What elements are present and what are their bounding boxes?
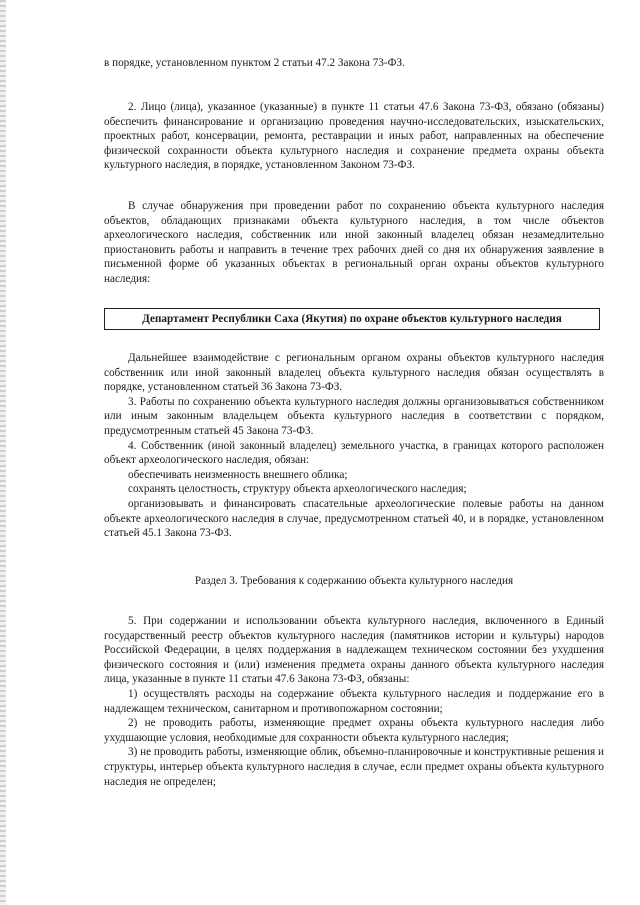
paragraph-5-group <box>104 614 604 789</box>
paragraph-4: 4. Собственник (иной законный владелец) земельного участка, в границах которого расположен объект археологического наследия, обязан: <box>104 439 604 467</box>
authority-box <box>104 308 600 330</box>
continuation-line: в порядке, установленном пунктом 2 статьи 47.2 Закона 73-ФЗ. <box>104 57 405 69</box>
paragraph-4-item-b: сохранять целостность, структуру объекта археологического наследия; <box>128 483 467 496</box>
scan-edge <box>0 0 6 905</box>
authority-name: Департамент Республики Саха (Якутия) по охране объектов культурного наследия <box>142 312 562 325</box>
paragraphs-3-4 <box>104 351 604 541</box>
section-heading: Раздел 3. Требования к содержанию объекта культурного наследия <box>194 575 514 587</box>
paragraph-2: 2. Лицо (лица), указанное (указанные) в пункте 11 статьи 47.6 Закона 73-ФЗ, обязано (обязаны) обеспечить финансирование и организацию проведения научно-исследовательских, изыскательских, проектных работ, консервации, ремонта, реставрации и иных работ, направленных на обеспечение физической сохранности объекта культурного наследия и сохранение предмета охраны объекта культурного наследия, в порядке, установленном Законом 73-ФЗ. <box>104 101 604 172</box>
paragraph-4-item-c: организовывать и финансировать спасательные археологические полевые работы на данном объекте археологического наследия в случае, предусмотренном статьей 40, и в порядке, установленном статьей 45.1 Закона 73-ФЗ. <box>104 497 604 540</box>
paragraph-5-item-3: 3) не проводить работы, изменяющие облик, объемно-планировочные и конструктивные решения и структуры, интерьер объекта культурного наследия в случае, если предмет охраны объекта культурного наследия не определен; <box>104 746 604 788</box>
paragraph-interaction: Дальнейшее взаимодействие с региональным органом охраны объектов культурного наследия собственник или иной законный владелец объекта культурного наследия обязан осуществлять в порядке, установленном статьей 36 Закона 73-ФЗ. <box>104 352 604 394</box>
paragraph-5-item-1: 1) осуществлять расходы на содержание объекта культурного наследия и поддержание его в надлежащем техническом, санитарном и противопожарном состоянии; <box>104 687 604 715</box>
paragraph-3: 3. Работы по сохранению объекта культурного наследия должны организовываться собственником или иным законным владельцем объекта культурного наследия в соответствии с порядком, предусмотренным статьей 45 Закона 73-ФЗ. <box>104 395 604 437</box>
paragraph-discovery: В случае обнаружения при проведении работ по сохранению объекта культурного наследия объектов, обладающих признаками объекта культурного наследия, в том числе объектов археологического наследия, собственник или иной законный владелец обязан незамедлительно приостановить работы и направить в течение трех рабочих дней со дня их обнаружения заявление в письменной форме об указанных объектах в региональный орган охраны объектов культурного наследия: <box>104 200 604 285</box>
paragraph-4-item-a: обеспечивать неизменность внешнего облика; <box>128 468 348 481</box>
paragraph-5: 5. При содержании и использовании объекта культурного наследия, включенного в Единый государственный реестр объектов культурного наследия (памятников истории и культуры) народов Российской Федерации, в целях поддержания в надлежащем техническом состоянии без ухудшения физического состояния и (или) изменения предмета охраны данного объекта культурного наследия лица, указанные в пункте 11 статьи 47.6 Закона 73-ФЗ, обязаны: <box>104 615 604 686</box>
paragraph-5-item-2: 2) не проводить работы, изменяющие предмет охраны объекта культурного наследия либо ухудшающие условия, необходимые для сохранности объекта культурного наследия; <box>104 717 604 744</box>
